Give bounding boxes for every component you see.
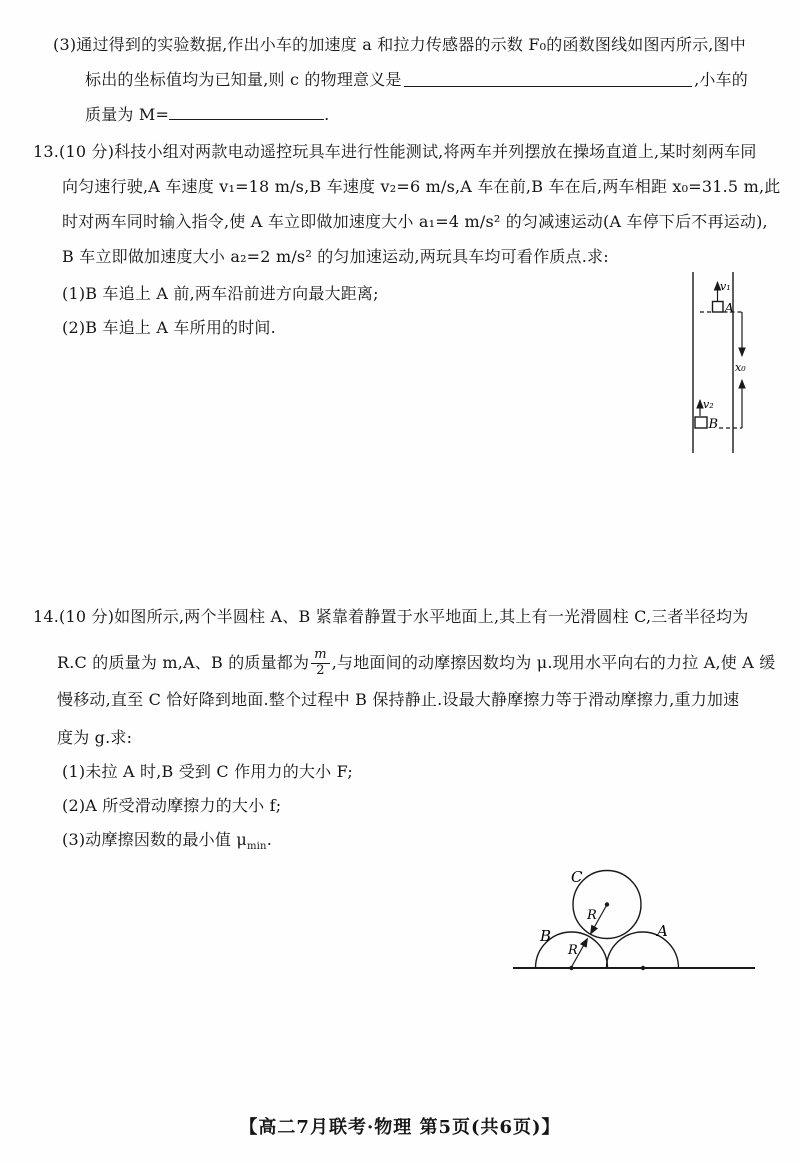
q14-line2-post: ,与地面间的动摩擦因数均为 μ.现用水平向右的力拉 A,使 A 缓 [331,653,776,672]
item3-line3-pre: 质量为 M= [85,105,170,125]
q13-subquestion-2: (2)B 车追上 A 车所用的时间. [62,318,276,337]
fraction-m-over-2 [311,648,330,678]
q14-subquestion-1: (1)未拉 A 时,B 受到 C 作用力的大小 F; [62,762,353,781]
item3-line2-pre: 标出的坐标值均为已知量,则 c 的物理意义是 [85,70,402,89]
label-b: B [540,927,552,945]
item3-line3-post: . [324,105,330,125]
q14-line1: 14.(10 分)如图所示,两个半圆柱 A、B 紧靠着静置于水平地面上,其上有一光滑圆柱 C,三者半径均为 [33,607,749,626]
center-dot-c [605,902,609,906]
item3-line2 [85,69,748,91]
center-dot-a [641,966,645,970]
q14-subquestion-3 [62,829,272,851]
label-a: A [657,922,668,940]
page-footer: 【高二7月联考·物理 第5页(共6页)】 [239,1117,561,1138]
car-b-label: B [708,417,719,432]
q14-line4: 度为 g.求: [57,728,133,747]
v2-label: v₂ [703,398,714,411]
q14-line2 [57,645,775,681]
item3-line3 [85,104,329,126]
q13-diagram [687,265,751,459]
q13-subquestion-1: (1)B 车追上 A 前,两车沿前进方向最大距离; [62,284,379,303]
q13-line1: 13.(10 分)科技小组对两款电动遥控玩具车进行性能测试,将两车并列摆放在操场直道上,某时刻两车同 [33,142,757,161]
car-a-label: A [724,301,734,317]
q13-line4: B 车立即做加速度大小 a₂=2 m/s² 的匀加速运动,两玩具车均可看作质点.求: [62,247,609,266]
q14-diagram [505,856,765,978]
mu-min-subscript: min [246,841,267,853]
q14-sub3-post: . [266,830,272,849]
label-c: C [571,868,583,886]
v1-label: v₁ [720,280,731,293]
answer-blank-physical-meaning [404,85,692,87]
fraction-denominator: 2 [316,662,325,678]
q14-line3: 慢移动,直至 C 恰好降到地面.整个过程中 B 保持静止.设最大静摩擦力等于滑动摩擦力,重力加速 [57,690,740,709]
item3-line1: (3)通过得到的实验数据,作出小车的加速度 a 和拉力传感器的示数 F₀的函数图线如图丙所示,图中 [53,35,746,54]
answer-blank-mass [169,104,324,120]
fraction-numerator: m [311,648,330,664]
label-r-lower: R [568,943,578,958]
q14-line2-pre: R.C 的质量为 m,A、B 的质量都为 [57,653,310,672]
q14-subquestion-2: (2)A 所受滑动摩擦力的大小 f; [62,796,282,815]
q13-line2: 向匀速行驶,A 车速度 v₁=18 m/s,B 车速度 v₂=6 m/s,A 车在前,B 车在后,两车相距 x₀=31.5 m,此 [62,177,781,196]
car-a-box [713,302,724,313]
item3-line2-post: ,小车的 [694,70,748,89]
q13-line3: 时对两车同时输入指令,使 A 车立即做加速度大小 a₁=4 m/s² 的匀减速运动(A 车停下后不再运动), [62,212,768,231]
x0-label: x₀ [735,361,746,374]
center-dot-b [569,966,573,970]
q14-sub3-pre: (3)动摩擦因数的最小值 μ [62,830,247,849]
car-b-box [695,417,707,428]
label-r-upper: R [587,908,597,923]
